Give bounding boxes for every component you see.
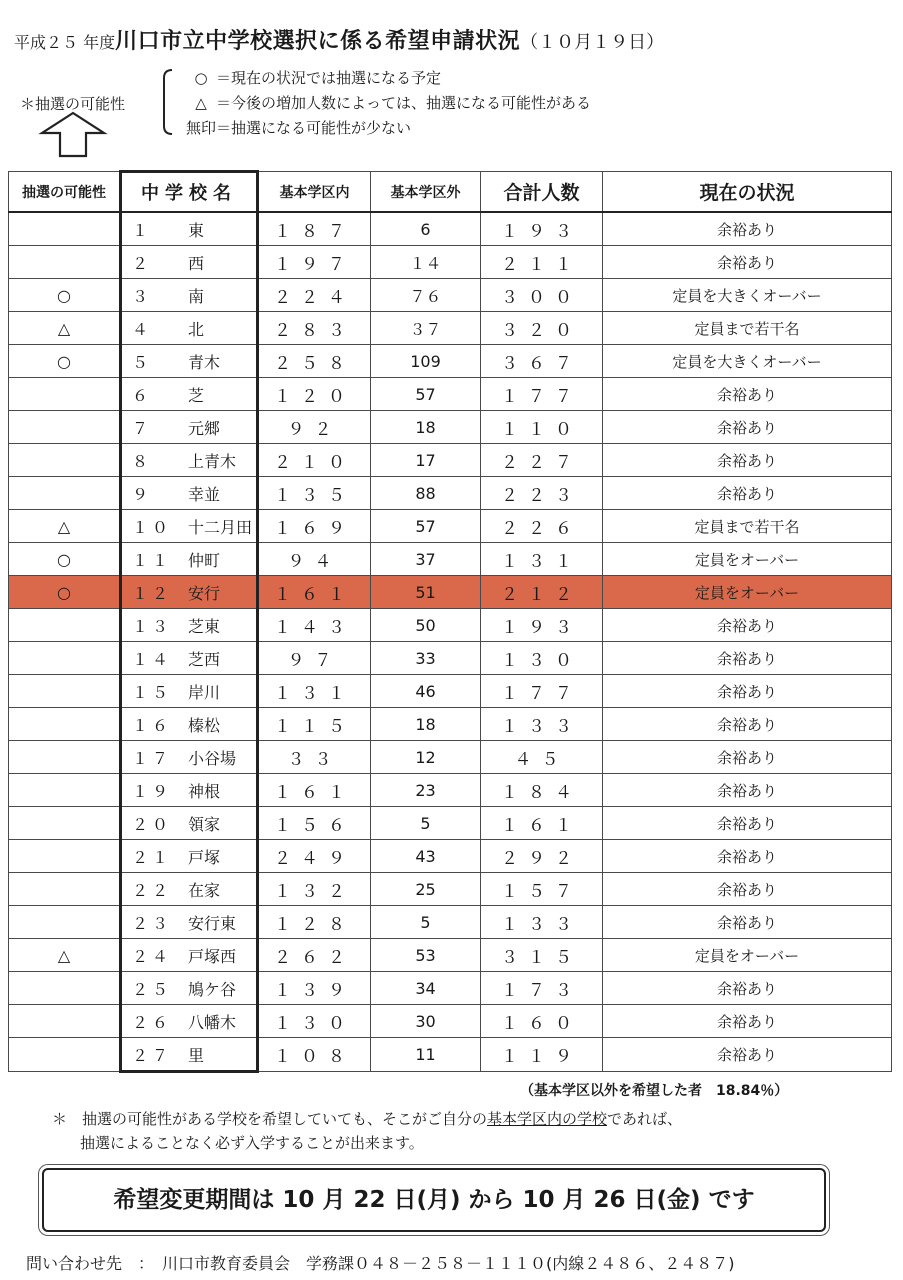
outside-count: 109 bbox=[371, 345, 481, 378]
current-status: 定員をオーバー bbox=[603, 939, 892, 972]
inside-count: ２４９ bbox=[258, 840, 371, 873]
up-arrow-icon bbox=[38, 111, 108, 158]
table-row bbox=[9, 312, 892, 345]
school-label: 芝東 bbox=[188, 616, 221, 636]
school-label: 芝 bbox=[188, 385, 205, 405]
total-count: １３１ bbox=[481, 543, 603, 576]
table-row bbox=[9, 411, 892, 444]
lottery-mark bbox=[9, 708, 121, 741]
table-row bbox=[9, 212, 892, 246]
school-number: ９ bbox=[132, 484, 153, 504]
lottery-mark bbox=[9, 774, 121, 807]
inside-count: ２５８ bbox=[258, 345, 371, 378]
title-date: （１０月１９日） bbox=[520, 32, 665, 53]
outside-count: 17 bbox=[371, 444, 481, 477]
school-label: 八幡木 bbox=[188, 1012, 237, 1032]
total-count: １５７ bbox=[481, 873, 603, 906]
inside-count: １３２ bbox=[258, 873, 371, 906]
table-row bbox=[9, 609, 892, 642]
school-number: ２４ bbox=[132, 946, 173, 966]
table-row bbox=[9, 708, 892, 741]
outside-count: 11 bbox=[371, 1038, 481, 1072]
table-row bbox=[9, 246, 892, 279]
no-mark-label: 無印 bbox=[186, 119, 217, 137]
outside-count: 37 bbox=[371, 543, 481, 576]
lottery-mark: ○ bbox=[9, 576, 121, 609]
lottery-mark: △ bbox=[9, 939, 121, 972]
total-count: １６０ bbox=[481, 1005, 603, 1038]
lottery-mark bbox=[9, 675, 121, 708]
change-period-box bbox=[42, 1168, 826, 1232]
current-status: 余裕あり bbox=[603, 609, 892, 642]
table-header-row bbox=[9, 172, 892, 213]
inside-count: １６９ bbox=[258, 510, 371, 543]
current-status: 余裕あり bbox=[603, 873, 892, 906]
lottery-mark bbox=[9, 444, 121, 477]
inside-count: １２８ bbox=[258, 906, 371, 939]
total-count: １７７ bbox=[481, 675, 603, 708]
title-main: 川口市立中学校選択に係る希望申請状況 bbox=[115, 29, 521, 54]
total-count: １９３ bbox=[481, 609, 603, 642]
lottery-mark bbox=[9, 378, 121, 411]
total-count: ３２０ bbox=[481, 312, 603, 345]
school-label: 戸塚西 bbox=[188, 946, 237, 966]
school-name bbox=[121, 939, 258, 972]
current-status: 余裕あり bbox=[603, 741, 892, 774]
school-name bbox=[121, 972, 258, 1005]
school-label: 榛松 bbox=[188, 715, 221, 735]
total-count: １１９ bbox=[481, 1038, 603, 1072]
school-name bbox=[121, 774, 258, 807]
legend-item bbox=[186, 91, 591, 116]
school-number: ２３ bbox=[132, 913, 173, 933]
school-number: １１ bbox=[132, 550, 173, 570]
total-count: ４５ bbox=[481, 741, 603, 774]
school-number: １７ bbox=[132, 748, 173, 768]
note-text: ＊ 抽選の可能性がある学校を希望していても、そこがご自分の bbox=[52, 1110, 488, 1128]
school-label: 鳩ケ谷 bbox=[188, 979, 237, 999]
school-name bbox=[121, 642, 258, 675]
school-name bbox=[121, 708, 258, 741]
school-name bbox=[121, 378, 258, 411]
inside-count: ９２ bbox=[258, 411, 371, 444]
school-number: ７ bbox=[132, 418, 153, 438]
school-number: １６ bbox=[132, 715, 173, 735]
outside-ratio-note: （基本学区以外を希望した者 18.84％） bbox=[520, 1083, 789, 1099]
school-name bbox=[121, 543, 258, 576]
triangle-mark-icon: △ bbox=[195, 94, 207, 112]
lottery-mark bbox=[9, 1005, 121, 1038]
school-name bbox=[121, 212, 258, 246]
school-number: １０ bbox=[132, 517, 173, 537]
table-row bbox=[9, 345, 892, 378]
outside-count: 18 bbox=[371, 708, 481, 741]
note-text: であれば、 bbox=[607, 1110, 683, 1128]
school-number: ３ bbox=[132, 286, 153, 306]
lottery-mark bbox=[9, 246, 121, 279]
table-row bbox=[9, 675, 892, 708]
table-row bbox=[9, 543, 892, 576]
school-label: 小谷場 bbox=[188, 748, 237, 768]
table-row bbox=[9, 741, 892, 774]
table-row bbox=[9, 840, 892, 873]
outside-count: 12 bbox=[371, 741, 481, 774]
total-count: ２２６ bbox=[481, 510, 603, 543]
outside-count: 57 bbox=[371, 510, 481, 543]
outside-count: 23 bbox=[371, 774, 481, 807]
outside-count: 30 bbox=[371, 1005, 481, 1038]
outside-count: 53 bbox=[371, 939, 481, 972]
table-row bbox=[9, 906, 892, 939]
school-label: 幸並 bbox=[188, 484, 221, 504]
lottery-mark: △ bbox=[9, 312, 121, 345]
page-title bbox=[14, 24, 664, 55]
total-count: ３６７ bbox=[481, 345, 603, 378]
school-number: １３ bbox=[132, 616, 173, 636]
header-lottery: 抽選の可能性 bbox=[9, 172, 121, 213]
circle-mark-icon: ○ bbox=[194, 69, 208, 87]
lottery-mark bbox=[9, 906, 121, 939]
school-number: ２２ bbox=[132, 880, 173, 900]
outside-count: ７６ bbox=[371, 279, 481, 312]
school-label: 神根 bbox=[188, 781, 221, 801]
contact-info: 問い合わせ先 ： 川口市教育委員会 学務課０４８－２５８－１１１０(内線２４８６、２４８７) bbox=[26, 1254, 735, 1273]
school-number: ２６ bbox=[132, 1012, 173, 1032]
school-number: ２ bbox=[132, 253, 153, 273]
school-label: 領家 bbox=[188, 814, 221, 834]
school-name bbox=[121, 840, 258, 873]
school-label: 安行東 bbox=[188, 913, 237, 933]
outside-count: 46 bbox=[371, 675, 481, 708]
legend-text: ＝今後の増加人数によっては、抽選になる可能性がある bbox=[216, 94, 592, 112]
header-inside: 基本学区内 bbox=[258, 172, 371, 213]
application-status-table bbox=[8, 170, 892, 1073]
legend-text: ＝抽選になる可能性が少ない bbox=[216, 119, 412, 137]
school-name bbox=[121, 246, 258, 279]
school-name bbox=[121, 609, 258, 642]
school-number: １ bbox=[132, 220, 153, 240]
legend-note: ＊抽選の可能性 bbox=[20, 95, 126, 113]
outside-count: ３７ bbox=[371, 312, 481, 345]
total-count: ２１２ bbox=[481, 576, 603, 609]
current-status: 余裕あり bbox=[603, 246, 892, 279]
school-name bbox=[121, 741, 258, 774]
school-label: 仲町 bbox=[188, 550, 221, 570]
current-status: 余裕あり bbox=[603, 444, 892, 477]
change-period-text: 希望変更期間は 10 月 22 日(月) から 10 月 26 日(金) です bbox=[113, 1187, 755, 1213]
legend-item bbox=[186, 116, 591, 141]
lottery-mark: △ bbox=[9, 510, 121, 543]
inside-count: １３０ bbox=[258, 1005, 371, 1038]
table-row bbox=[9, 510, 892, 543]
table-row bbox=[9, 378, 892, 411]
current-status: 定員まで若干名 bbox=[603, 510, 892, 543]
inside-count: １０８ bbox=[258, 1038, 371, 1072]
inside-count: １６１ bbox=[258, 774, 371, 807]
current-status: 余裕あり bbox=[603, 708, 892, 741]
total-count: １６１ bbox=[481, 807, 603, 840]
school-label: 東 bbox=[188, 220, 205, 240]
outside-count: 34 bbox=[371, 972, 481, 1005]
school-label: 芝西 bbox=[188, 649, 221, 669]
school-number: ２０ bbox=[132, 814, 173, 834]
header-outside: 基本学区外 bbox=[371, 172, 481, 213]
school-name bbox=[121, 411, 258, 444]
school-name bbox=[121, 510, 258, 543]
note-line-1 bbox=[52, 1107, 682, 1132]
current-status: 余裕あり bbox=[603, 1005, 892, 1038]
total-count: ２１１ bbox=[481, 246, 603, 279]
school-label: 岸川 bbox=[188, 682, 221, 702]
header-total: 合計人数 bbox=[481, 172, 603, 213]
table-row bbox=[9, 477, 892, 510]
legend-item bbox=[186, 66, 591, 91]
outside-count: 5 bbox=[371, 906, 481, 939]
bracket-icon bbox=[156, 68, 176, 138]
total-count: １７３ bbox=[481, 972, 603, 1005]
school-name bbox=[121, 576, 258, 609]
legend-text: ＝現在の状況では抽選になる予定 bbox=[216, 69, 442, 87]
table-row bbox=[9, 873, 892, 906]
total-count: ２２３ bbox=[481, 477, 603, 510]
inside-count: １３５ bbox=[258, 477, 371, 510]
inside-count: １５６ bbox=[258, 807, 371, 840]
table-row bbox=[9, 279, 892, 312]
outside-count: １４ bbox=[371, 246, 481, 279]
table-row bbox=[9, 642, 892, 675]
school-label: 安行 bbox=[188, 583, 221, 603]
current-status: 余裕あり bbox=[603, 972, 892, 1005]
current-status: 定員を大きくオーバー bbox=[603, 345, 892, 378]
inside-count: １８７ bbox=[258, 212, 371, 246]
total-count: ３１５ bbox=[481, 939, 603, 972]
school-number: １２ bbox=[132, 583, 173, 603]
school-number: １４ bbox=[132, 649, 173, 669]
total-count: １３３ bbox=[481, 708, 603, 741]
total-count: １３０ bbox=[481, 642, 603, 675]
school-number: ２５ bbox=[132, 979, 173, 999]
inside-count: １３１ bbox=[258, 675, 371, 708]
outside-count: 6 bbox=[371, 212, 481, 246]
outside-count: 50 bbox=[371, 609, 481, 642]
current-status: 定員をオーバー bbox=[603, 576, 892, 609]
school-label: 戸塚 bbox=[188, 847, 221, 867]
total-count: １７７ bbox=[481, 378, 603, 411]
school-name bbox=[121, 1038, 258, 1072]
total-count: ２２７ bbox=[481, 444, 603, 477]
school-label: 上青木 bbox=[188, 451, 237, 471]
school-label: 元郷 bbox=[188, 418, 221, 438]
school-label: 青木 bbox=[188, 352, 221, 372]
lottery-mark: ○ bbox=[9, 279, 121, 312]
current-status: 定員をオーバー bbox=[603, 543, 892, 576]
current-status: 余裕あり bbox=[603, 477, 892, 510]
lottery-mark bbox=[9, 972, 121, 1005]
school-name bbox=[121, 675, 258, 708]
legend bbox=[186, 66, 591, 141]
total-count: １３３ bbox=[481, 906, 603, 939]
lottery-mark bbox=[9, 411, 121, 444]
outside-count: 5 bbox=[371, 807, 481, 840]
school-number: ８ bbox=[132, 451, 153, 471]
school-name bbox=[121, 345, 258, 378]
total-count: １９３ bbox=[481, 212, 603, 246]
inside-count: ２１０ bbox=[258, 444, 371, 477]
current-status: 余裕あり bbox=[603, 1038, 892, 1072]
inside-count: ２６２ bbox=[258, 939, 371, 972]
table-row bbox=[9, 972, 892, 1005]
table-row bbox=[9, 1005, 892, 1038]
current-status: 余裕あり bbox=[603, 675, 892, 708]
total-count: ２９２ bbox=[481, 840, 603, 873]
school-label: 十二月田 bbox=[188, 517, 253, 537]
outside-count: 43 bbox=[371, 840, 481, 873]
table-row bbox=[9, 444, 892, 477]
lottery-mark bbox=[9, 212, 121, 246]
lottery-mark bbox=[9, 609, 121, 642]
current-status: 余裕あり bbox=[603, 807, 892, 840]
outside-count: 51 bbox=[371, 576, 481, 609]
inside-count: ９４ bbox=[258, 543, 371, 576]
lottery-mark bbox=[9, 873, 121, 906]
current-status: 余裕あり bbox=[603, 774, 892, 807]
inside-count: １２０ bbox=[258, 378, 371, 411]
school-number: ４ bbox=[132, 319, 153, 339]
inside-count: ２２４ bbox=[258, 279, 371, 312]
inside-count: １４３ bbox=[258, 609, 371, 642]
school-number: １５ bbox=[132, 682, 173, 702]
school-name bbox=[121, 279, 258, 312]
school-label: 西 bbox=[188, 253, 205, 273]
school-name bbox=[121, 1005, 258, 1038]
current-status: 余裕あり bbox=[603, 642, 892, 675]
inside-count: ９７ bbox=[258, 642, 371, 675]
school-name bbox=[121, 444, 258, 477]
outside-count: 25 bbox=[371, 873, 481, 906]
school-name bbox=[121, 873, 258, 906]
current-status: 定員まで若干名 bbox=[603, 312, 892, 345]
school-label: 南 bbox=[188, 286, 205, 306]
inside-count: １１５ bbox=[258, 708, 371, 741]
school-name bbox=[121, 906, 258, 939]
table-row bbox=[9, 774, 892, 807]
lottery-mark: ○ bbox=[9, 543, 121, 576]
outside-count: 88 bbox=[371, 477, 481, 510]
header-school: 中学校名 bbox=[121, 172, 258, 213]
current-status: 余裕あり bbox=[603, 411, 892, 444]
current-status: 余裕あり bbox=[603, 212, 892, 246]
school-label: 在家 bbox=[188, 880, 221, 900]
table-row bbox=[9, 939, 892, 972]
outside-count: 18 bbox=[371, 411, 481, 444]
note-line-2: 抽選によることなく必ず入学することが出来ます。 bbox=[80, 1134, 424, 1152]
inside-count: ３３ bbox=[258, 741, 371, 774]
school-number: １９ bbox=[132, 781, 173, 801]
total-count: ３００ bbox=[481, 279, 603, 312]
school-label: 里 bbox=[188, 1045, 205, 1065]
outside-count: 57 bbox=[371, 378, 481, 411]
note-underlined: 基本学区内の学校 bbox=[487, 1110, 608, 1128]
inside-count: ２８３ bbox=[258, 312, 371, 345]
outside-count: 33 bbox=[371, 642, 481, 675]
lottery-mark: ○ bbox=[9, 345, 121, 378]
lottery-mark bbox=[9, 840, 121, 873]
current-status: 定員を大きくオーバー bbox=[603, 279, 892, 312]
inside-count: １３９ bbox=[258, 972, 371, 1005]
title-prefix: 平成２５ 年度 bbox=[14, 33, 116, 52]
school-number: ６ bbox=[132, 385, 153, 405]
lottery-mark bbox=[9, 807, 121, 840]
school-number: ２７ bbox=[132, 1045, 173, 1065]
inside-count: １９７ bbox=[258, 246, 371, 279]
table-row bbox=[9, 576, 892, 609]
school-name bbox=[121, 807, 258, 840]
school-name bbox=[121, 477, 258, 510]
current-status: 余裕あり bbox=[603, 840, 892, 873]
table-row bbox=[9, 807, 892, 840]
current-status: 余裕あり bbox=[603, 906, 892, 939]
lottery-mark bbox=[9, 741, 121, 774]
school-number: ２１ bbox=[132, 847, 173, 867]
school-label: 北 bbox=[188, 319, 205, 339]
lottery-mark bbox=[9, 1038, 121, 1072]
school-name bbox=[121, 312, 258, 345]
current-status: 余裕あり bbox=[603, 378, 892, 411]
total-count: １８４ bbox=[481, 774, 603, 807]
inside-count: １６１ bbox=[258, 576, 371, 609]
table-row bbox=[9, 1038, 892, 1072]
lottery-mark bbox=[9, 642, 121, 675]
header-status: 現在の状況 bbox=[603, 172, 892, 213]
school-number: ５ bbox=[132, 352, 153, 372]
total-count: １１０ bbox=[481, 411, 603, 444]
lottery-mark bbox=[9, 477, 121, 510]
